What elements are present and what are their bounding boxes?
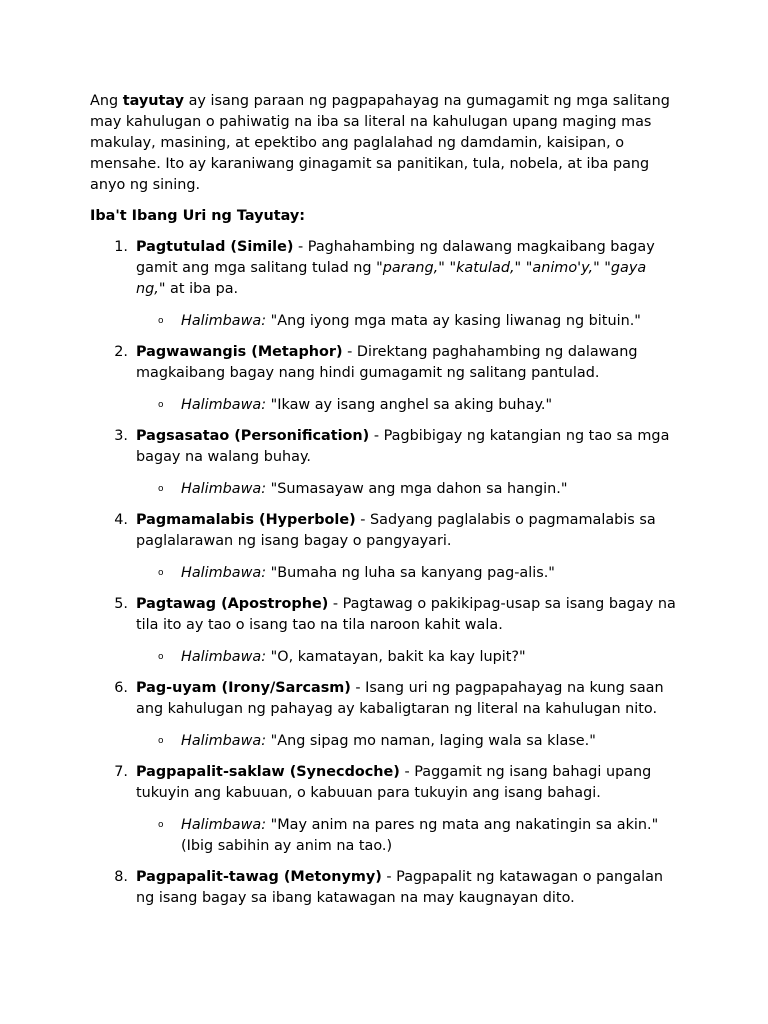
example-item bbox=[136, 731, 678, 752]
example-text: "May anim na pares ng mata ang nakatingin sa akin." (Ibig sabihin ay anim na tao.) bbox=[181, 817, 659, 854]
item-number: 6. bbox=[114, 680, 128, 696]
example-label: Halimbawa: bbox=[181, 481, 267, 497]
item-definition: " " bbox=[438, 260, 457, 276]
list-item-metaphor bbox=[90, 342, 678, 416]
item-number: 1. bbox=[114, 239, 128, 255]
example-text: "Sumasayaw ang mga dahon sa hangin." bbox=[266, 481, 568, 497]
example-label: Halimbawa: bbox=[181, 397, 267, 413]
example-text: "Ang iyong mga mata ay kasing liwanag ng bituin." bbox=[266, 313, 641, 329]
example-label: Halimbawa: bbox=[181, 649, 267, 665]
example-list bbox=[136, 731, 678, 752]
example-label: Halimbawa: bbox=[181, 313, 267, 329]
item-keyword: katulad, bbox=[456, 260, 515, 276]
example-label: Halimbawa: bbox=[181, 817, 267, 833]
example-list bbox=[136, 647, 678, 668]
item-definition: - Pagtawag o pakikipag-usap sa isang bagay na tila ito ay tao o isang tao na tila naroon kahit wala. bbox=[136, 596, 676, 633]
item-keyword: parang, bbox=[382, 260, 439, 276]
example-item bbox=[136, 479, 678, 500]
item-text bbox=[136, 428, 669, 465]
example-text: "Ikaw ay isang anghel sa aking buhay." bbox=[266, 397, 553, 413]
item-text bbox=[136, 239, 655, 297]
list-item-apostrophe bbox=[90, 594, 678, 668]
example-list bbox=[136, 563, 678, 584]
item-keyword: animo'y, bbox=[532, 260, 594, 276]
item-term: Pagtawag (Apostrophe) bbox=[136, 596, 329, 612]
intro-rest: ay isang paraan ng pagpapahayag na gumagamit ng mga salitang may kahulugan o pahiwatig na iba sa literal na kahulugan upang maging mas makulay, masining, at epektibo ang paglalahad ng damdamin, kaisipan, o mensahe. Ito ay karaniwang ginagamit sa panitikan, tula, nobela, at iba pang anyo ng sining. bbox=[90, 93, 670, 193]
bullet-circle-icon: o bbox=[158, 568, 164, 578]
bullet-circle-icon: o bbox=[158, 736, 164, 746]
item-text bbox=[136, 344, 637, 381]
intro-keyword: tayutay bbox=[122, 93, 184, 109]
item-number: 8. bbox=[114, 869, 128, 885]
example-item bbox=[136, 815, 678, 857]
example-item bbox=[136, 395, 678, 416]
example-list bbox=[136, 815, 678, 857]
bullet-circle-icon: o bbox=[158, 316, 164, 326]
intro-paragraph bbox=[90, 91, 678, 196]
item-keyword: gaya ng, bbox=[136, 260, 647, 297]
item-text bbox=[136, 764, 651, 801]
list-item-personification bbox=[90, 426, 678, 500]
item-term: Pagsasatao (Personification) bbox=[136, 428, 370, 444]
intro-lead: Ang bbox=[90, 93, 123, 109]
item-number: 2. bbox=[114, 344, 128, 360]
bullet-circle-icon: o bbox=[158, 652, 164, 662]
section-heading: Iba't Ibang Uri ng Tayutay: bbox=[90, 208, 306, 224]
bullet-circle-icon: o bbox=[158, 820, 164, 830]
item-term: Pagpapalit-tawag (Metonymy) bbox=[136, 869, 382, 885]
example-item bbox=[136, 311, 678, 332]
example-item bbox=[136, 647, 678, 668]
item-number: 7. bbox=[114, 764, 128, 780]
item-term: Pag-uyam (Irony/Sarcasm) bbox=[136, 680, 351, 696]
example-list bbox=[136, 479, 678, 500]
item-definition: - Pagpapalit ng katawagan o pangalan ng isang bagay sa ibang katawagan na may kaugnayan dito. bbox=[136, 869, 664, 906]
item-definition: - Direktang paghahambing ng dalawang magkaibang bagay nang hindi gumagamit ng salitang pantulad. bbox=[136, 344, 638, 381]
item-text bbox=[136, 869, 663, 906]
item-term: Pagwawangis (Metaphor) bbox=[136, 344, 343, 360]
item-text bbox=[136, 596, 676, 633]
example-item bbox=[136, 563, 678, 584]
item-definition: - Paggamit ng isang bahagi upang tukuyin ang kabuuan, o kabuuan para tukuyin ang isang bahagi. bbox=[136, 764, 652, 801]
item-term: Pagtutulad (Simile) bbox=[136, 239, 294, 255]
item-definition: " at iba pa. bbox=[158, 281, 239, 297]
bullet-circle-icon: o bbox=[158, 400, 164, 410]
item-definition: - Sadyang paglalabis o pagmamalabis sa paglalarawan ng isang bagay o pangyayari. bbox=[136, 512, 656, 549]
item-definition: - Paghahambing ng dalawang magkaibang bagay gamit ang mga salitang tulad ng " bbox=[136, 239, 655, 276]
tayutay-list bbox=[90, 237, 678, 909]
item-text bbox=[136, 680, 664, 717]
list-item-hyperbole bbox=[90, 510, 678, 584]
item-definition: - Pagbibigay ng katangian ng tao sa mga bagay na walang buhay. bbox=[136, 428, 670, 465]
item-definition: " " bbox=[514, 260, 533, 276]
example-list bbox=[136, 311, 678, 332]
example-list bbox=[136, 395, 678, 416]
list-item-simile bbox=[90, 237, 678, 332]
example-text: "O, kamatayan, bakit ka kay lupit?" bbox=[266, 649, 526, 665]
item-number: 5. bbox=[114, 596, 128, 612]
item-term: Pagmamalabis (Hyperbole) bbox=[136, 512, 356, 528]
list-item-synecdoche bbox=[90, 762, 678, 857]
example-text: "Ang sipag mo naman, laging wala sa klase." bbox=[266, 733, 596, 749]
bullet-circle-icon: o bbox=[158, 484, 164, 494]
example-text: "Bumaha ng luha sa kanyang pag-alis." bbox=[266, 565, 555, 581]
item-definition: " " bbox=[593, 260, 611, 276]
item-number: 3. bbox=[114, 428, 128, 444]
item-definition: - Isang uri ng pagpapahayag na kung saan ang kahulugan ng pahayag ay kabaligtaran ng literal na kahulugan nito. bbox=[136, 680, 664, 717]
list-item-irony bbox=[90, 678, 678, 752]
example-label: Halimbawa: bbox=[181, 733, 267, 749]
list-item-metonymy bbox=[90, 867, 678, 909]
item-text bbox=[136, 512, 656, 549]
example-label: Halimbawa: bbox=[181, 565, 267, 581]
item-term: Pagpapalit-saklaw (Synecdoche) bbox=[136, 764, 400, 780]
item-number: 4. bbox=[114, 512, 128, 528]
